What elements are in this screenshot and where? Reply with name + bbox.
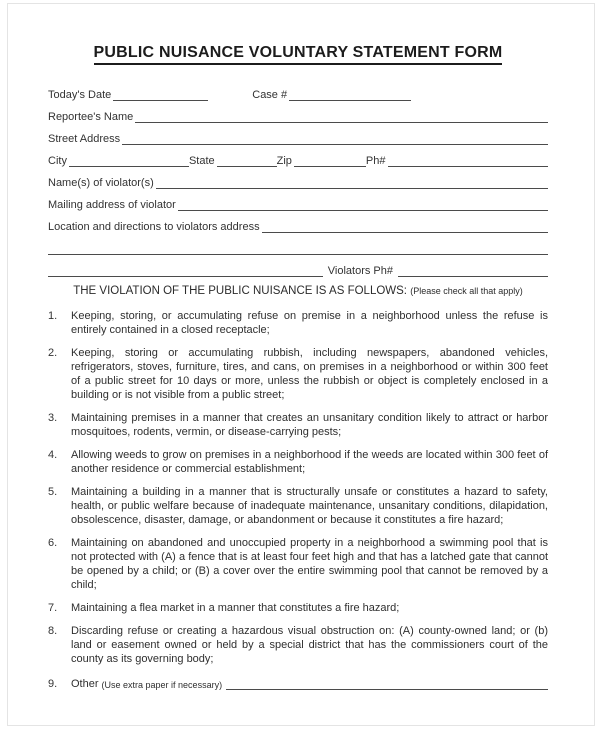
other-label: Other <box>71 678 99 690</box>
phone-blank[interactable] <box>388 155 549 167</box>
todays-date-label: Today's Date <box>48 89 112 101</box>
violation-item-9 <box>48 675 548 690</box>
row-mailing-address <box>48 197 548 211</box>
violation-heading-text: THE VIOLATION OF THE PUBLIC NUISANCE IS AS FOLLOWS: <box>73 285 407 297</box>
location-directions-label: Location and directions to violators address <box>48 221 260 233</box>
location-directions-blank[interactable] <box>262 221 548 233</box>
street-address-blank[interactable] <box>122 133 548 145</box>
row-city-state-zip-phone <box>48 153 548 167</box>
violators-phone-left-blank[interactable] <box>48 265 323 277</box>
row-reportee-name <box>48 109 548 123</box>
other-blank[interactable] <box>226 678 548 690</box>
zip-label: Zip <box>276 155 292 167</box>
violation-item-text: Discarding refuse or creating a hazardous visual obstruction on: (A) county-owned land; or (b) land or easement owned or held by a special district that has the commissioners court of the county as its governing body; <box>71 625 548 665</box>
row-location-continuation <box>48 241 548 255</box>
violator-names-label: Name(s) of violator(s) <box>48 177 154 189</box>
violation-list <box>48 309 548 690</box>
mailing-address-label: Mailing address of violator <box>48 199 176 211</box>
violators-phone-label: Violators Ph# <box>327 265 393 277</box>
todays-date-blank[interactable] <box>113 89 208 101</box>
violation-item-2 <box>48 346 548 402</box>
violation-item-number: 9. <box>48 678 58 690</box>
reportee-name-blank[interactable] <box>135 111 548 123</box>
other-note: (Use extra paper if necessary) <box>101 680 223 690</box>
violation-item-3 <box>48 411 548 439</box>
violation-item-text: Keeping, storing, or accumulating refuse on premise in a neighborhood unless the refuse is entirely contained in a closed receptacle; <box>71 310 548 336</box>
violation-item-5 <box>48 485 548 527</box>
violators-phone-blank[interactable] <box>398 265 548 277</box>
form-title-wrap <box>48 44 548 65</box>
violation-item-number: 5. <box>48 486 58 498</box>
violation-item-number: 6. <box>48 537 58 549</box>
violation-item-number: 8. <box>48 625 58 637</box>
violation-item-number: 7. <box>48 602 58 614</box>
violation-item-text: Maintaining premises in a manner that creates an unsanitary condition likely to attract or harbor mosquitoes, rodents, vermin, or disease-carrying pests; <box>71 412 548 438</box>
violation-item-text: Maintaining a flea market in a manner that constitutes a fire hazard; <box>71 602 400 614</box>
city-blank[interactable] <box>69 155 189 167</box>
row-violators-phone <box>48 263 548 277</box>
violation-item-text: Maintaining a building in a manner that is structurally unsafe or constitutes a hazard to safety, health, or public welfare because of inadequate maintenance, unsanitary conditions, dilapidation, obsolescence, disaster, damage, or abandonment or because it constitutes a fire hazard; <box>71 486 548 526</box>
violation-item-text: Keeping, storing or accumulating rubbish, including newspapers, abandoned vehicles, refrigerators, stoves, furniture, tires, and cans, on premises in a neighborhood or within 300 feet of a public street for 10 days or more, unless the rubbish or object is completely enclosed in a building or is not visible from a public street; <box>71 347 548 401</box>
zip-blank[interactable] <box>294 155 366 167</box>
location-continuation-blank[interactable] <box>48 243 548 255</box>
mailing-address-blank[interactable] <box>178 199 548 211</box>
case-number-label: Case # <box>252 89 288 101</box>
violation-item-4 <box>48 448 548 476</box>
violation-item-6 <box>48 536 548 592</box>
row-location-directions <box>48 219 548 233</box>
state-blank[interactable] <box>217 155 277 167</box>
case-number-blank[interactable] <box>289 89 411 101</box>
violation-item-number: 4. <box>48 449 58 461</box>
row-violator-names <box>48 175 548 189</box>
violation-item-number: 3. <box>48 412 58 424</box>
form-title: PUBLIC NUISANCE VOLUNTARY STATEMENT FORM <box>94 44 503 65</box>
violation-item-1 <box>48 309 548 337</box>
violation-item-text: Maintaining on abandoned and unoccupied property in a neighborhood a swimming pool that is not protected with (A) a fence that is at least four feet high and that has a latched gate that cannot be opened by a child; or (B) a cover over the entire swimming pool that cannot be removed by a child; <box>71 537 548 591</box>
row-street-address <box>48 131 548 145</box>
city-label: City <box>48 155 67 167</box>
violation-heading-note: (Please check all that apply) <box>410 286 523 296</box>
phone-label: Ph# <box>365 155 386 167</box>
street-address-label: Street Address <box>48 133 121 145</box>
violation-item-7 <box>48 601 548 615</box>
reportee-name-label: Reportee's Name <box>48 111 134 123</box>
violation-section-heading <box>48 285 548 297</box>
row-date-case <box>48 87 548 101</box>
violation-item-number: 2. <box>48 347 58 359</box>
violation-item-number: 1. <box>48 310 58 322</box>
state-label: State <box>188 155 215 167</box>
violation-item-text: Allowing weeds to grow on premises in a neighborhood if the weeds are located within 300 feet of another residence or commercial establishment; <box>71 449 548 475</box>
violation-item-8 <box>48 624 548 666</box>
violator-names-blank[interactable] <box>156 177 548 189</box>
